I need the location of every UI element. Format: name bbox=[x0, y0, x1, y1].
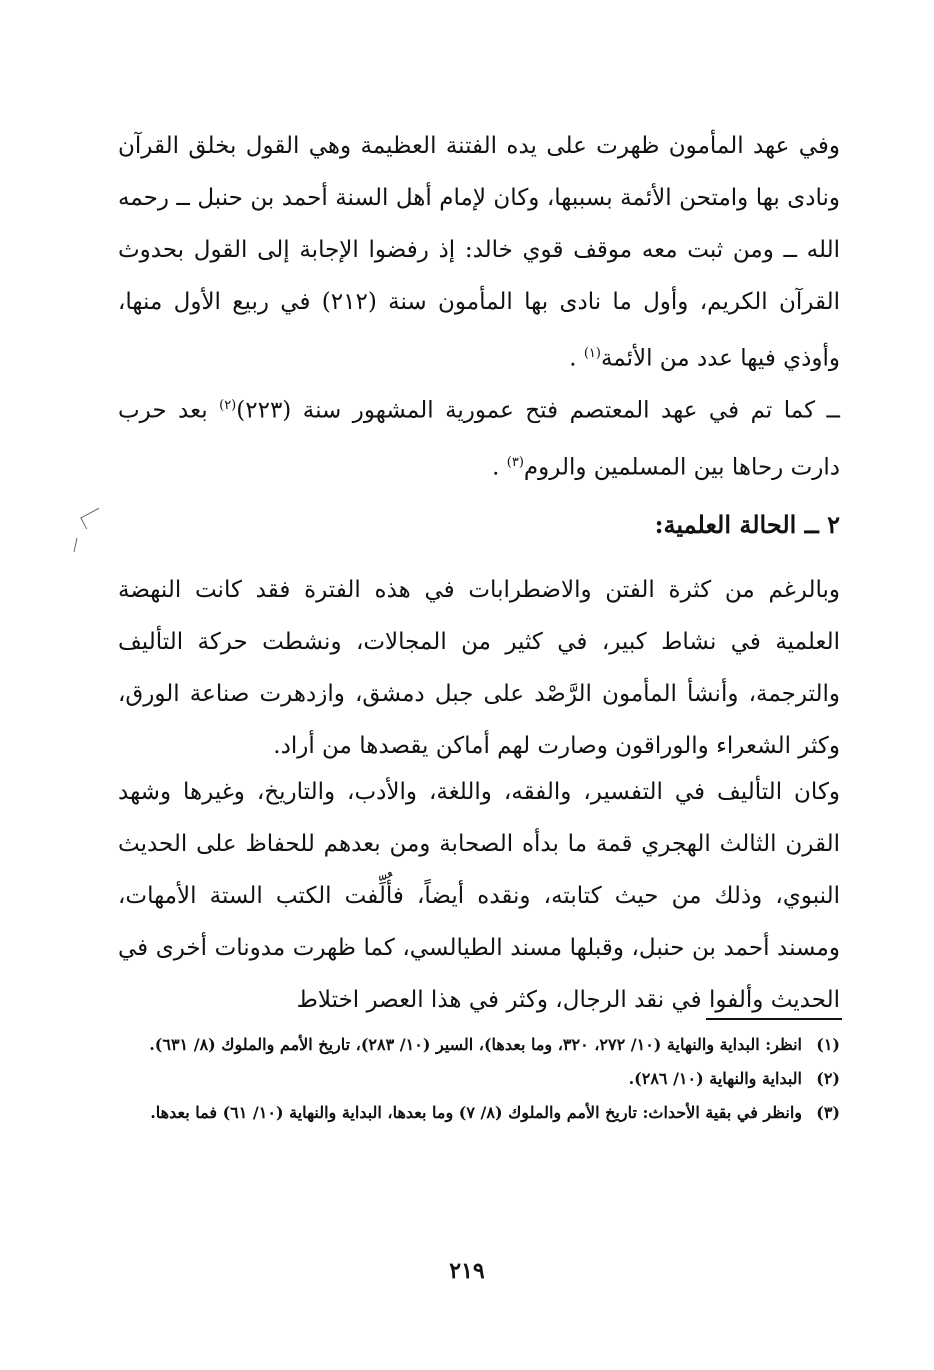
footnote-number: (١) bbox=[816, 1035, 840, 1054]
paragraph-hadith-compilation: وكان التأليف في التفسير، والفقه، واللغة، والأدب، والتاريخ، وغيرها وشهد القرن الثالث الهجري قمة ما بدأه الصحابة ومن بعدهم للحفاظ على الحديث النبوي، وذلك من حيث كتابته، ونقده أيضاً، فأُلِّفت الكتب الستة الأمهات، ومسند أحمد بن حنبل، وقبلها مسند الطيالسي، كما ظهرت مدونات أخرى في الحديث وألفوا في نقد الرجال، وكثر في هذا العصر اختلاط bbox=[118, 779, 840, 1013]
section-heading: ٢ ــ الحالة العلمية: bbox=[654, 510, 840, 539]
footnote-number: (٢) bbox=[816, 1069, 840, 1088]
footnote-text: انظر: البداية والنهاية (١٠/ ٢٧٢، ٣٢٠، وما بعدها)، السير (١٠/ ٢٨٣)، تاريخ الأمم والملوك (٨/ ٦٣١). bbox=[149, 1035, 802, 1054]
footnote-ref-2[interactable]: (٢) bbox=[219, 398, 237, 413]
paragraph-scientific-state: وبالرغم من كثرة الفتن والاضطرابات في هذه الفترة فقد كانت النهضة العلمية في نشاط كبير، في كثير من المجالات، ونشطت حركة التأليف والترجمة، وأنشأ المأمون الرَّصْد على جبل دمشق، وازدهرت صناعة الورق، وكثر الشعراء والوراقون وصارت لهم أماكن يقصدها من أراد. bbox=[118, 577, 840, 759]
paragraph-text: بعد حرب دارت رحاها بين المسلمين والروم bbox=[118, 397, 840, 481]
paragraph-mamun-fitna: وفي عهد المأمون ظهرت على يده الفتنة العظيمة وهي القول بخلق القرآن ونادى بها وامتحن الأئمة بسببها، وكان لإمام أهل السنة أحمد بن حنبل ــ رحمه الله ــ ومن ثبت معه موقف قوي خالد: إذ رفضوا الإجابة إلى القول بحدوث القرآن الكريم، وأول ما نادى بها المأمون سنة (٢١٢) في ربيع الأول منها، وأوذي فيها عدد من الأئمة$^{(١)}$ . bbox=[118, 133, 840, 372]
footnote-number: (٣) bbox=[816, 1103, 840, 1122]
margin-mark bbox=[80, 508, 105, 529]
paragraph-text: وفي عهد المأمون ظهرت على يده الفتنة العظيمة وهي القول بخلق القرآن ونادى بها وامتحن الأئمة بسببها، وكان لإمام أهل السنة أحمد بن حنبل ــ رحمه الله ــ ومن ثبت معه موقف قوي خالد: إذ رفضوا الإجابة إلى القول بحدوث القرآن الكريم، وأول ما نادى بها المأمون سنة (٢١٢) في ربيع الأول منها، وأوذي فيها عدد من الأئمة bbox=[118, 133, 840, 372]
footnote-ref-1[interactable]: (١) bbox=[583, 346, 601, 361]
paragraph-amorium: ــ كما تم في عهد المعتصم فتح عمورية المشهور سنة (٢٢٣)$^{(٢)}$ بعد حرب دارت رحاها بين المسلمين والروم$^{(٣)}$ . bbox=[118, 397, 840, 481]
page-number: ٢١٩ bbox=[449, 1258, 485, 1284]
margin-mark bbox=[74, 538, 78, 552]
footnote-separator bbox=[706, 1018, 842, 1020]
footnote-3 bbox=[118, 1096, 840, 1130]
paragraph-text: ــ كما تم في عهد المعتصم فتح عمورية المشهور سنة (٢٢٣) bbox=[236, 397, 840, 424]
footnotes bbox=[118, 1028, 840, 1130]
footnote-2 bbox=[118, 1062, 840, 1096]
footnote-ref-3[interactable]: (٣) bbox=[506, 454, 524, 470]
footnote-1 bbox=[118, 1028, 840, 1062]
footnote-text: البداية والنهاية (١٠/ ٢٨٦). bbox=[628, 1069, 802, 1088]
footnote-text: وانظر في بقية الأحداث: تاريخ الأمم والملوك (٨/ ٧) وما بعدها، البداية والنهاية (١٠/ ٦١) فما بعدها. bbox=[150, 1103, 802, 1122]
